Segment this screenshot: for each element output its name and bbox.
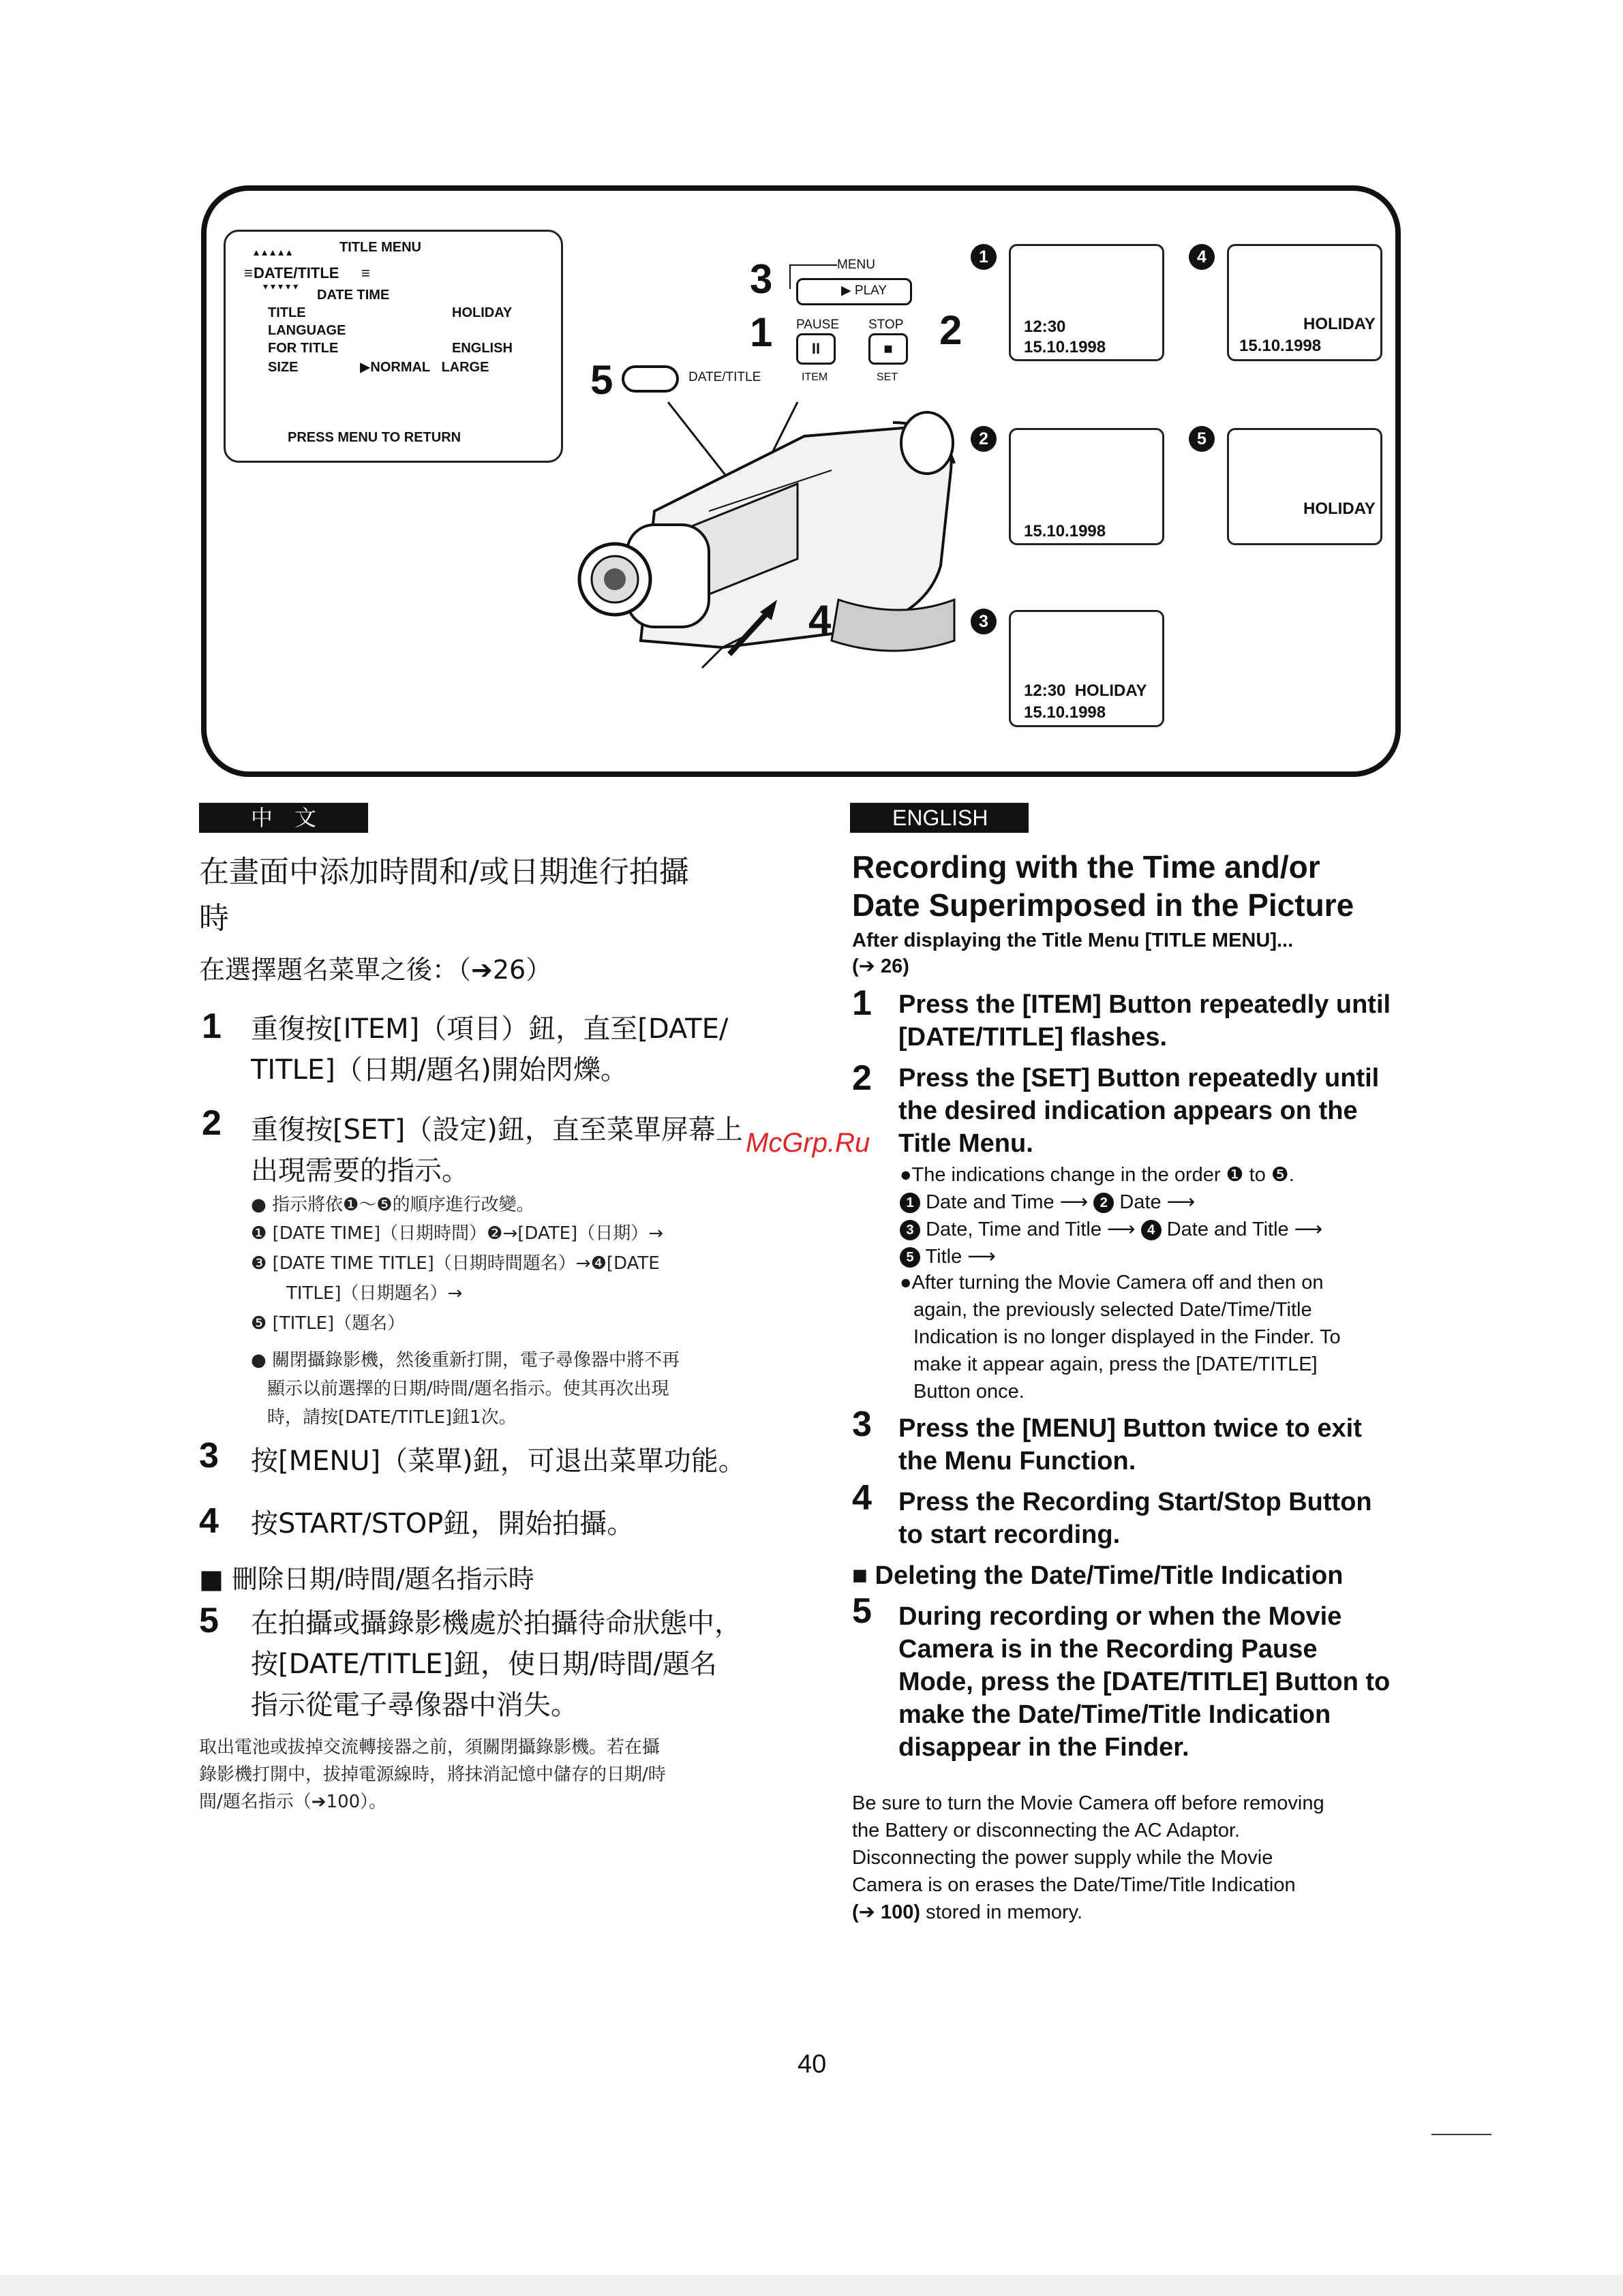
chinese-footer: 間/題名指示（➔100）。 [199, 1792, 387, 1812]
flash-marks-icon: ▴▴▴▴▴ [254, 247, 295, 258]
menu-footer: PRESS MENU TO RETURN [288, 430, 461, 445]
english-after-note: again, the previously selected Date/Time/Title [913, 1299, 1312, 1321]
menu-date-time: DATE TIME [317, 288, 390, 303]
english-subtitle: After displaying the Title Menu [TITLE MENU]... [852, 930, 1294, 951]
chinese-step1: 重復按[ITEM]（項目）鈕，直至[DATE/ [251, 1013, 729, 1045]
chinese-note: 時，請按[DATE/TITLE]鈕1次。 [267, 1407, 517, 1428]
menu-date-title: DATE/TITLE [254, 264, 339, 281]
chinese-note: TITLE]（日期題名）→ [286, 1283, 463, 1304]
chinese-section-tag: 中 文 [199, 803, 368, 833]
flash-right-icon: ≡ [361, 264, 370, 281]
english-order-line [900, 1243, 996, 1270]
chinese-note: 顯示以前選擇的日期/時間/題名指示。使其再次出現 [267, 1379, 669, 1399]
english-step3: Press the [MENU] Button twice to exit [898, 1414, 1362, 1443]
screen-number-badge: 3 [971, 609, 997, 634]
step-number: 1 [852, 983, 872, 1023]
chinese-footer: 錄影機打開中，拔掉電源線時，將抹消記憶中儲存的日期/時 [199, 1764, 666, 1785]
english-step1: Press the [ITEM] Button repeatedly until [898, 990, 1391, 1019]
number-2-icon: 2 [1093, 1193, 1114, 1213]
english-step5-cont: Mode, press the [DATE/TITLE] Button to [898, 1668, 1391, 1696]
set-label: SET [877, 371, 898, 383]
chinese-delete-heading: ■ 刪除日期/時間/題名指示時 [199, 1564, 534, 1594]
page-number: 40 [798, 2050, 827, 2079]
english-step2-cont: Title Menu. [898, 1129, 1033, 1158]
menu-row-label: SIZE [268, 360, 299, 375]
order-item: Date, Time and Title ⟶ [926, 1219, 1136, 1240]
chinese-title: 在畫面中添加時間和/或日期進行拍攝 [199, 855, 689, 889]
step-number: 5 [199, 1601, 219, 1640]
step-number: 2 [852, 1058, 872, 1098]
pause-label: PAUSE [796, 318, 840, 332]
step-number: 5 [852, 1591, 872, 1631]
number-4-icon: 4 [1141, 1220, 1162, 1240]
chinese-step5: 在拍攝或攝錄影機處於拍攝待命狀態中， [251, 1608, 742, 1639]
chinese-step4: 按START/STOP鈕，開始拍攝。 [251, 1508, 635, 1540]
chinese-footer: 取出電池或拔掉交流轉接器之前，須關閉攝錄影機。若在攝 [199, 1737, 661, 1758]
chinese-note: ❸ [DATE TIME TITLE]（日期時間題名）→❹[DATE [251, 1253, 660, 1274]
english-step5-cont: make the Date/Time/Title Indication [898, 1700, 1331, 1729]
chinese-note: ● 指示將依❶～❺的順序進行改變。 [251, 1195, 534, 1215]
chinese-step5-cont: 指示從電子尋像器中消失。 [251, 1689, 578, 1721]
english-step4: Press the Recording Start/Stop Button [898, 1488, 1372, 1516]
screen-time: 12:30 [1024, 318, 1066, 336]
english-footer: Camera is on erases the Date/Time/Title Indication [852, 1874, 1296, 1896]
english-footer-last [852, 1899, 1082, 1926]
step-number: 4 [199, 1501, 219, 1541]
screen-number-badge: 4 [1189, 244, 1215, 270]
order-item: Date and Time ⟶ [926, 1191, 1089, 1213]
footer-text: stored in memory. [926, 1901, 1083, 1923]
order-item: Title ⟶ [925, 1246, 996, 1268]
number-1-icon: 1 [900, 1193, 920, 1213]
callout-3: 3 [750, 256, 773, 302]
screen-number-badge: 2 [971, 426, 997, 452]
screen-time-title: 12:30 HOLIDAY [1024, 682, 1147, 700]
english-footer: Be sure to turn the Movie Camera off before removing [852, 1792, 1324, 1814]
chinese-note: ❺ [TITLE]（題名） [251, 1313, 406, 1334]
english-order-note: ●The indications change in the order ❶ to ❺. [900, 1164, 1294, 1186]
play-label: ▶ PLAY [841, 284, 888, 298]
menu-row-label: TITLE [268, 305, 306, 320]
corner-rule [1431, 2134, 1491, 2135]
chinese-step2-cont: 出現需要的指示。 [251, 1155, 469, 1187]
watermark-text: McGrp.Ru [746, 1128, 870, 1158]
step-number: 4 [852, 1478, 872, 1518]
stop-button[interactable]: ■ [868, 333, 908, 365]
screen-date: 15.10.1998 [1239, 337, 1322, 355]
chinese-subtitle: 在選擇題名菜單之後：（➔26） [199, 955, 552, 985]
english-footer: Disconnecting the power supply while the Movie [852, 1847, 1273, 1869]
item-label: ITEM [802, 371, 828, 383]
menu-title: TITLE MENU [339, 240, 421, 255]
english-step4-cont: to start recording. [898, 1520, 1121, 1549]
english-step2: Press the [SET] Button repeatedly until [898, 1064, 1380, 1092]
english-title-cont: Date Superimposed in the Picture [852, 887, 1354, 923]
number-5-icon: 5 [900, 1247, 920, 1268]
english-after-note: Button once. [913, 1381, 1025, 1403]
menu-row-value: HOLIDAY [452, 305, 513, 320]
english-step3-cont: the Menu Function. [898, 1447, 1136, 1475]
number-3-icon: 3 [900, 1220, 920, 1240]
english-section-tag: ENGLISH [850, 803, 1029, 833]
footer-ref: (➔ 100) [852, 1901, 921, 1923]
callout-2: 2 [939, 307, 962, 353]
indication-screen-title [1227, 428, 1382, 545]
menu-row-value: ENGLISH [452, 341, 513, 356]
pause-button[interactable]: II [796, 333, 836, 365]
flash-marks-bottom-icon: ▾▾▾▾▾ [263, 281, 301, 292]
stop-label: STOP [868, 318, 904, 332]
camcorder-illustration [573, 395, 968, 722]
step-number: 2 [202, 1103, 222, 1143]
screen-number-badge: 5 [1189, 426, 1215, 452]
english-step1-cont: [DATE/TITLE] flashes. [898, 1023, 1168, 1052]
screen-number-badge: 1 [971, 244, 997, 270]
chinese-step3: 按[MENU]（菜單)鈕，可退出菜單功能。 [251, 1445, 746, 1477]
chinese-title-cont: 時 [199, 901, 229, 936]
callout-4: 4 [808, 597, 832, 643]
english-after-note: ●After turning the Movie Camera off and then on [900, 1272, 1324, 1294]
chinese-step5-cont: 按[DATE/TITLE]鈕，使日期/時間/題名 [251, 1649, 717, 1680]
english-step5: During recording or when the Movie [898, 1602, 1342, 1631]
chinese-step2: 重復按[SET]（設定)鈕，直至菜單屏幕上 [251, 1114, 743, 1146]
leader-line [789, 264, 837, 266]
menu-button-label: MENU [837, 258, 875, 272]
english-title: Recording with the Time and/or [852, 849, 1320, 885]
chinese-note: ● 關閉攝錄影機，然後重新打開，電子尋像器中將不再 [251, 1350, 680, 1371]
scan-edge [0, 2275, 1623, 2296]
english-order-line [900, 1189, 1195, 1216]
chinese-step1-cont: TITLE]（日期/題名)開始閃爍。 [251, 1054, 628, 1086]
english-order-line [900, 1216, 1322, 1243]
menu-row-label: LANGUAGE [268, 323, 346, 338]
callout-1: 1 [750, 309, 773, 355]
english-subtitle-ref: (➔ 26) [852, 955, 909, 977]
screen-date: 15.10.1998 [1024, 703, 1106, 722]
english-after-note: make it appear again, press the [DATE/TITLE] [913, 1353, 1318, 1375]
step-number: 3 [199, 1436, 219, 1475]
date-title-button[interactable] [622, 365, 679, 393]
screen-date: 15.10.1998 [1024, 338, 1106, 356]
step-number: 1 [202, 1007, 222, 1046]
date-title-button-label: DATE/TITLE [688, 370, 761, 384]
order-item: Date ⟶ [1119, 1191, 1196, 1213]
screen-title: HOLIDAY [1303, 500, 1376, 518]
english-delete-heading: ■ Deleting the Date/Time/Title Indication [852, 1561, 1344, 1590]
screen-title: HOLIDAY [1303, 315, 1376, 333]
english-step2-cont: the desired indication appears on the [898, 1097, 1358, 1125]
menu-row-value: ▶NORMAL LARGE [360, 360, 489, 375]
english-after-note: Indication is no longer displayed in the Finder. To [913, 1326, 1341, 1348]
chinese-note: ❶ [DATE TIME]（日期時間）❷→[DATE]（日期）→ [251, 1223, 663, 1244]
order-item: Date and Title ⟶ [1166, 1219, 1323, 1240]
menu-row-label: FOR TITLE [268, 341, 339, 356]
english-footer: the Battery or disconnecting the AC Adaptor. [852, 1820, 1241, 1841]
callout-5: 5 [590, 357, 613, 403]
step-number: 3 [852, 1405, 872, 1444]
english-step5-cont: Camera is in the Recording Pause [898, 1635, 1318, 1664]
english-step5-cont: disappear in the Finder. [898, 1733, 1189, 1762]
leader-line [789, 264, 791, 289]
screen-date: 15.10.1998 [1024, 522, 1106, 540]
flash-left-icon: ≡ [244, 264, 253, 281]
